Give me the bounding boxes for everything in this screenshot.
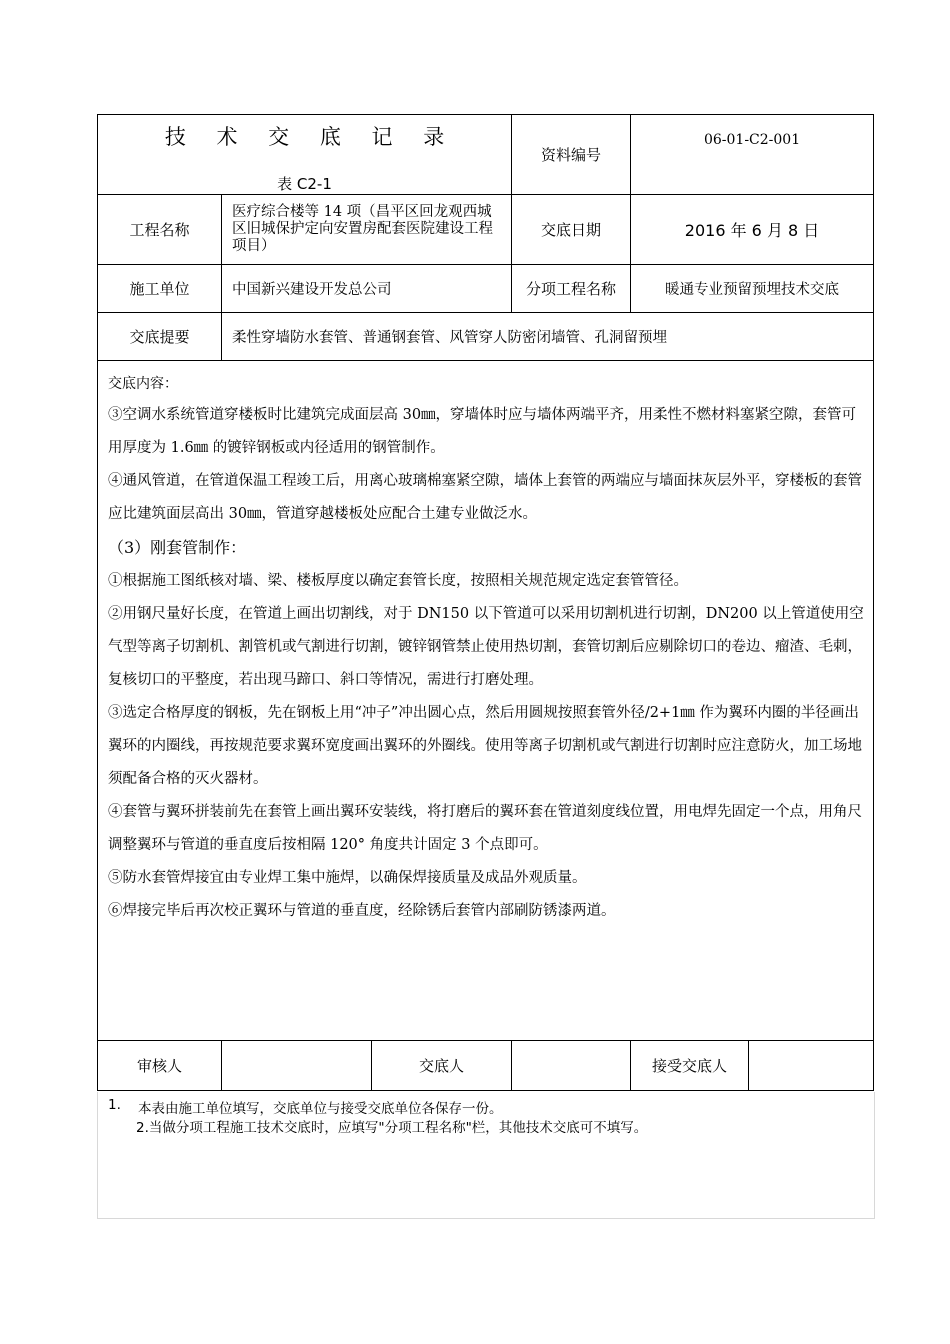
- project-row: [98, 195, 874, 265]
- content-cell: [98, 361, 874, 1041]
- contractor-value: 中国新兴建设开发总公司: [222, 265, 512, 313]
- technical-disclosure-form: [97, 114, 874, 1091]
- discloser-label: 交底人: [372, 1041, 512, 1091]
- subproject-value: 暖通专业预留预埋技术交底: [631, 265, 874, 313]
- content-heading: 交底内容：: [108, 376, 178, 392]
- footnote-2: 2.当做分项工程施工技术交底时，应填写"分项工程名称"栏，其他技术交底可不填写。: [136, 1120, 648, 1136]
- reviewer-label: 审核人: [98, 1041, 222, 1091]
- receiver-signature-field[interactable]: [749, 1041, 874, 1091]
- content-item: ⑥焊接完毕后再次校正翼环与管道的垂直度，经除锈后套管内部刷防锈漆两道。: [108, 903, 616, 919]
- footnote-1: 本表由施工单位填写，交底单位与接受交底单位各保存一份。: [138, 1101, 503, 1117]
- content-subheading: （3）刚套管制作：: [108, 538, 247, 557]
- contractor-row: [98, 265, 874, 313]
- receiver-label: 接受交底人: [631, 1041, 749, 1091]
- project-name-label: 工程名称: [98, 195, 222, 265]
- disclosure-date-value: 2016 年 6 月 8 日: [631, 195, 874, 265]
- content-item: ⑤防水套管焊接宜由专业焊工集中施焊，以确保焊接质量及成品外观质量。: [108, 870, 587, 886]
- footnote-1-number: 1.: [108, 1097, 121, 1113]
- project-name-value: 医疗综合楼等 14 项（昌平区回龙观西城区旧城保护定向安置房配套医院建设工程项目）: [222, 195, 512, 265]
- footnotes: [97, 1092, 875, 1219]
- signature-row: [98, 1041, 874, 1091]
- content-item: ③选定合格厚度的钢板，先在钢板上用“冲子”冲出圆心点，然后用圆规按照套管外径/2+1㎜ 作为翼环内圈的半径画出翼环的内圈线，再按规范要求翼环宽度画出翼环的外圈线。使用等离子切割机或气割进行切割时应注意防火，加工场地须配备合格的灭火器材。: [108, 705, 862, 787]
- form-title: 技 术 交 底 记 录: [164, 125, 457, 149]
- content-item: ④套管与翼环拼装前先在套管上画出翼环安装线，将打磨后的翼环套在管道刻度线位置，用电焊先固定一个点，用角尺调整翼环与管道的垂直度后按相隔 120° 角度共计固定 3 个点即可。: [108, 804, 862, 853]
- content-paragraph: ③空调水系统管道穿楼板时比建筑完成面层高 30㎜，穿墙体时应与墙体两端平齐，用柔性不燃材料塞紧空隙，套管可用厚度为 1.6㎜ 的镀锌钢板或内径适用的钢管制作。: [108, 407, 857, 456]
- title-cell: [98, 115, 512, 195]
- summary-label: 交底提要: [98, 313, 222, 361]
- discloser-signature-field[interactable]: [512, 1041, 631, 1091]
- content-row: [98, 361, 874, 1041]
- summary-value: 柔性穿墙防水套管、普通钢套管、风管穿人防密闭墙管、孔洞留预埋: [222, 313, 874, 361]
- doc-no-value: 06-01-C2-001: [631, 115, 874, 195]
- content-paragraph: ④通风管道，在管道保温工程竣工后，用离心玻璃棉塞紧空隙，墙体上套管的两端应与墙面抹灰层外平，穿楼板的套管应比建筑面层高出 30㎜，管道穿越楼板处应配合土建专业做泛水。: [108, 473, 862, 522]
- disclosure-date-label: 交底日期: [512, 195, 631, 265]
- title-row: [98, 115, 874, 195]
- form-number: 表 C2-1: [277, 175, 332, 193]
- doc-no-label: 资料编号: [512, 115, 631, 195]
- content-item: ①根据施工图纸核对墙、梁、楼板厚度以确定套管长度，按照相关规范规定选定套管管径。: [108, 573, 688, 589]
- reviewer-signature-field[interactable]: [222, 1041, 372, 1091]
- contractor-label: 施工单位: [98, 265, 222, 313]
- subproject-label: 分项工程名称: [512, 265, 631, 313]
- summary-row: [98, 313, 874, 361]
- content-item: ②用钢尺量好长度，在管道上画出切割线，对于 DN150 以下管道可以采用切割机进行切割，DN200 以上管道使用空气型等离子切割机、割管机或气割进行切割，镀锌钢管禁止使用热切割，套管切割后应剔除切口的卷边、瘤渣、毛刺，复核切口的平整度，若出现马蹄口、斜口等情况，需进行打磨处理。: [108, 606, 864, 688]
